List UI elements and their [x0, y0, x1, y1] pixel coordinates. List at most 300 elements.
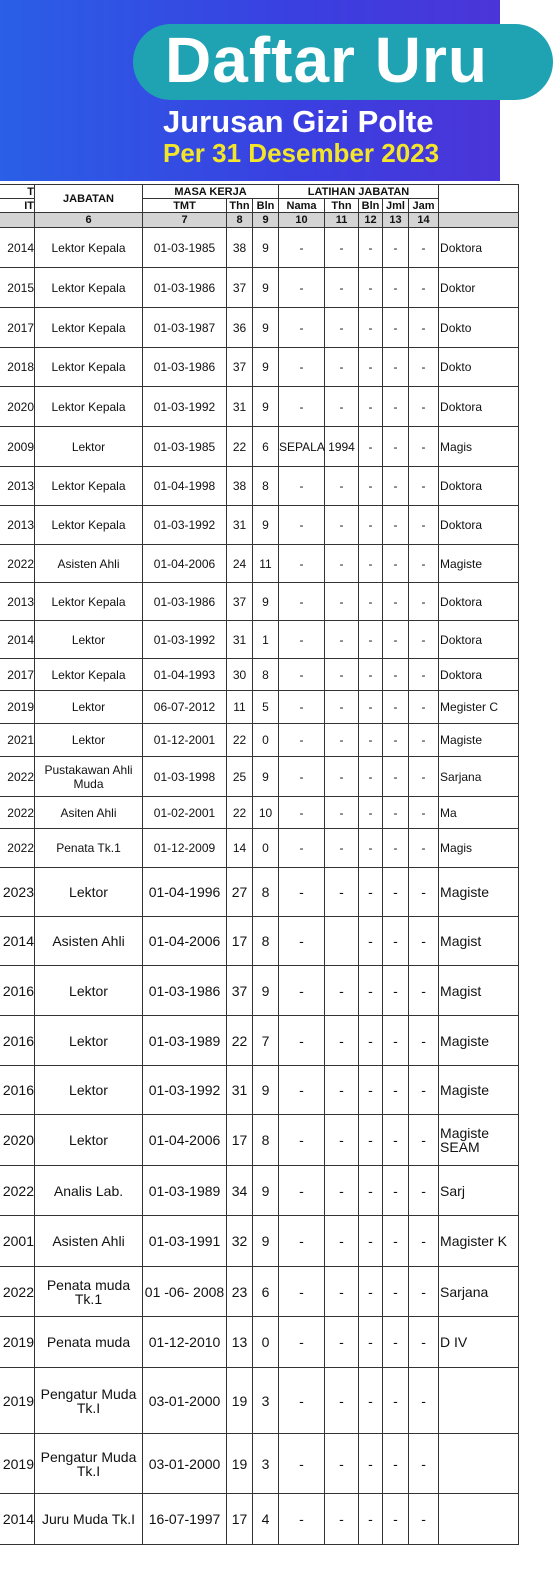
- jabatan-cell: Penata muda Tk.1: [35, 1267, 143, 1317]
- tmt-cell: 01-03-1989: [143, 1166, 227, 1216]
- table-body: [0, 228, 519, 1545]
- pendidikan-cell: Doktora: [439, 387, 519, 427]
- thn-cell: 22: [227, 1016, 253, 1066]
- latihan-jml-cell: -: [383, 917, 409, 966]
- latihan-nama-cell: -: [279, 917, 325, 966]
- pendidikan-cell: Magiste: [439, 724, 519, 757]
- latihan-nama-cell: -: [279, 1216, 325, 1267]
- latihan-jam-cell: -: [409, 545, 439, 583]
- page-title: Daftar Uru: [165, 24, 488, 96]
- latihan-nama-cell: -: [279, 1016, 325, 1066]
- thn-cell: 30: [227, 659, 253, 691]
- table-row: [0, 1066, 519, 1115]
- pendidikan-cell: Dokto: [439, 348, 519, 387]
- latihan-bln-cell: -: [359, 1368, 383, 1434]
- table-row: [0, 545, 519, 583]
- latihan-nama-cell: -: [279, 1066, 325, 1115]
- column-number: 8: [227, 213, 253, 228]
- thn-cell: 17: [227, 1115, 253, 1166]
- header-thn-latihan: Thn: [325, 199, 359, 213]
- bln-cell: 8: [253, 467, 279, 506]
- pendidikan-cell: Doktora: [439, 583, 519, 621]
- bln-cell: 9: [253, 348, 279, 387]
- jabatan-cell: Lektor: [35, 691, 143, 724]
- year-cell: 2013: [0, 506, 35, 545]
- header-cell: IT: [0, 199, 35, 213]
- thn-cell: 37: [227, 966, 253, 1016]
- bln-cell: 9: [253, 966, 279, 1016]
- latihan-jam-cell: -: [409, 691, 439, 724]
- column-number: 12: [359, 213, 383, 228]
- jabatan-cell: Lektor: [35, 1016, 143, 1066]
- thn-cell: 17: [227, 917, 253, 966]
- latihan-jam-cell: -: [409, 1016, 439, 1066]
- tmt-cell: 01 -06- 2008: [143, 1267, 227, 1317]
- latihan-bln-cell: -: [359, 829, 383, 868]
- latihan-nama-cell: -: [279, 1115, 325, 1166]
- year-cell: 2022: [0, 757, 35, 797]
- bln-cell: 1: [253, 621, 279, 659]
- period-date: Per 31 Desember 2023: [163, 138, 440, 168]
- latihan-nama-cell: -: [279, 268, 325, 308]
- latihan-jml-cell: -: [383, 583, 409, 621]
- latihan-thn-cell: -: [325, 1267, 359, 1317]
- thn-cell: 38: [227, 228, 253, 268]
- latihan-bln-cell: -: [359, 621, 383, 659]
- header-pendidikan: [439, 185, 519, 213]
- bln-cell: 4: [253, 1494, 279, 1545]
- tmt-cell: 01-04-1996: [143, 868, 227, 917]
- latihan-thn-cell: -: [325, 1368, 359, 1434]
- tmt-cell: 01-04-2006: [143, 545, 227, 583]
- year-cell: 2022: [0, 1166, 35, 1216]
- table-row: [0, 268, 519, 308]
- tmt-cell: 01-03-1985: [143, 427, 227, 467]
- latihan-bln-cell: -: [359, 467, 383, 506]
- latihan-nama-cell: -: [279, 545, 325, 583]
- latihan-nama-cell: -: [279, 724, 325, 757]
- latihan-nama-cell: -: [279, 621, 325, 659]
- latihan-nama-cell: -: [279, 691, 325, 724]
- table-row: [0, 868, 519, 917]
- latihan-jam-cell: -: [409, 868, 439, 917]
- table-row: [0, 506, 519, 545]
- latihan-bln-cell: -: [359, 308, 383, 348]
- table-row: [0, 228, 519, 268]
- bln-cell: 9: [253, 1216, 279, 1267]
- latihan-bln-cell: -: [359, 724, 383, 757]
- jabatan-cell: Pengatur Muda Tk.I: [35, 1434, 143, 1494]
- header-jam: Jam: [409, 199, 439, 213]
- latihan-jam-cell: -: [409, 724, 439, 757]
- jabatan-cell: Penata Tk.1: [35, 829, 143, 868]
- pendidikan-cell: Sarjana: [439, 1267, 519, 1317]
- pendidikan-cell: Sarj: [439, 1166, 519, 1216]
- year-cell: 2018: [0, 348, 35, 387]
- year-cell: 2022: [0, 545, 35, 583]
- pendidikan-cell: Doktora: [439, 621, 519, 659]
- jabatan-cell: Lektor: [35, 1066, 143, 1115]
- thn-cell: 13: [227, 1317, 253, 1368]
- latihan-thn-cell: -: [325, 868, 359, 917]
- latihan-jam-cell: -: [409, 506, 439, 545]
- latihan-bln-cell: -: [359, 348, 383, 387]
- page-subtitle: Jurusan Gizi Polte: [163, 104, 434, 139]
- pendidikan-cell: Magis: [439, 427, 519, 467]
- pendidikan-cell: Magist: [439, 966, 519, 1016]
- latihan-thn-cell: -: [325, 268, 359, 308]
- latihan-jam-cell: -: [409, 757, 439, 797]
- year-cell: 2022: [0, 1267, 35, 1317]
- latihan-jml-cell: -: [383, 797, 409, 829]
- table-row: [0, 387, 519, 427]
- latihan-jam-cell: -: [409, 467, 439, 506]
- pendidikan-cell: D IV: [439, 1317, 519, 1368]
- header-bln: Bln: [253, 199, 279, 213]
- latihan-nama-cell: -: [279, 308, 325, 348]
- latihan-thn-cell: -: [325, 966, 359, 1016]
- year-cell: 2014: [0, 917, 35, 966]
- bln-cell: 9: [253, 583, 279, 621]
- jabatan-cell: Lektor: [35, 1115, 143, 1166]
- thn-cell: 27: [227, 868, 253, 917]
- latihan-jml-cell: -: [383, 966, 409, 1016]
- bln-cell: 6: [253, 1267, 279, 1317]
- latihan-jam-cell: -: [409, 1267, 439, 1317]
- bln-cell: 0: [253, 829, 279, 868]
- table-row: [0, 1216, 519, 1267]
- latihan-jml-cell: -: [383, 308, 409, 348]
- jabatan-cell: Pengatur Muda Tk.I: [35, 1368, 143, 1434]
- thn-cell: 37: [227, 268, 253, 308]
- latihan-jml-cell: -: [383, 348, 409, 387]
- latihan-nama-cell: -: [279, 659, 325, 691]
- table-row: [0, 1494, 519, 1545]
- table-row: [0, 308, 519, 348]
- year-cell: 2019: [0, 1434, 35, 1494]
- tmt-cell: 01-03-1992: [143, 621, 227, 659]
- tmt-cell: 01-03-1987: [143, 308, 227, 348]
- latihan-jml-cell: -: [383, 1115, 409, 1166]
- pendidikan-cell: Doktora: [439, 506, 519, 545]
- thn-cell: 25: [227, 757, 253, 797]
- tmt-cell: 01-03-1986: [143, 583, 227, 621]
- tmt-cell: 01-12-2009: [143, 829, 227, 868]
- pendidikan-cell: Sarjana: [439, 757, 519, 797]
- latihan-thn-cell: -: [325, 757, 359, 797]
- tmt-cell: 01-03-1986: [143, 348, 227, 387]
- latihan-thn-cell: -: [325, 1317, 359, 1368]
- bln-cell: 9: [253, 506, 279, 545]
- thn-cell: 22: [227, 724, 253, 757]
- thn-cell: 37: [227, 583, 253, 621]
- latihan-thn-cell: -: [325, 228, 359, 268]
- latihan-bln-cell: -: [359, 1115, 383, 1166]
- table-row: [0, 829, 519, 868]
- tmt-cell: 01-03-1998: [143, 757, 227, 797]
- latihan-bln-cell: -: [359, 757, 383, 797]
- bln-cell: 6: [253, 427, 279, 467]
- tmt-cell: 03-01-2000: [143, 1368, 227, 1434]
- table-row: [0, 724, 519, 757]
- header-bln-latihan: Bln: [359, 199, 383, 213]
- pendidikan-cell: Magiste: [439, 1066, 519, 1115]
- year-cell: 2022: [0, 797, 35, 829]
- latihan-jam-cell: -: [409, 966, 439, 1016]
- latihan-jml-cell: -: [383, 506, 409, 545]
- latihan-nama-cell: -: [279, 348, 325, 387]
- staff-table-container: [0, 184, 518, 1545]
- table-row: [0, 659, 519, 691]
- bln-cell: 8: [253, 659, 279, 691]
- bln-cell: 3: [253, 1434, 279, 1494]
- table-row: [0, 1166, 519, 1216]
- header-masa-kerja: MASA KERJA: [143, 185, 279, 199]
- table-row: [0, 1434, 519, 1494]
- latihan-nama-cell: -: [279, 757, 325, 797]
- latihan-jam-cell: -: [409, 427, 439, 467]
- table-row: [0, 966, 519, 1016]
- tmt-cell: 01-03-1992: [143, 387, 227, 427]
- latihan-nama-cell: -: [279, 583, 325, 621]
- latihan-thn-cell: -: [325, 506, 359, 545]
- latihan-jml-cell: -: [383, 1434, 409, 1494]
- latihan-bln-cell: -: [359, 1317, 383, 1368]
- year-cell: 2019: [0, 1317, 35, 1368]
- header-jml: Jml: [383, 199, 409, 213]
- thn-cell: 19: [227, 1368, 253, 1434]
- pendidikan-cell: Magiste: [439, 1016, 519, 1066]
- latihan-jml-cell: -: [383, 1166, 409, 1216]
- header-cell: T: [0, 185, 35, 199]
- year-cell: 2017: [0, 308, 35, 348]
- year-cell: 2016: [0, 1016, 35, 1066]
- bln-cell: 8: [253, 868, 279, 917]
- latihan-nama-cell: -: [279, 1317, 325, 1368]
- latihan-thn-cell: -: [325, 1166, 359, 1216]
- table-row: [0, 1368, 519, 1434]
- thn-cell: 24: [227, 545, 253, 583]
- thn-cell: 32: [227, 1216, 253, 1267]
- year-cell: 2019: [0, 1368, 35, 1434]
- tmt-cell: 01-04-1998: [143, 467, 227, 506]
- pendidikan-cell: Magiste SEAM: [439, 1115, 519, 1166]
- column-number: 9: [253, 213, 279, 228]
- latihan-nama-cell: -: [279, 1267, 325, 1317]
- latihan-bln-cell: -: [359, 868, 383, 917]
- latihan-thn-cell: -: [325, 691, 359, 724]
- year-cell: 2014: [0, 228, 35, 268]
- table-row: [0, 621, 519, 659]
- pendidikan-cell: Doktora: [439, 659, 519, 691]
- table-row: [0, 691, 519, 724]
- latihan-jml-cell: -: [383, 659, 409, 691]
- latihan-jml-cell: -: [383, 1317, 409, 1368]
- bln-cell: 10: [253, 797, 279, 829]
- thn-cell: 11: [227, 691, 253, 724]
- pendidikan-cell: [439, 1434, 519, 1494]
- pendidikan-cell: Dokto: [439, 308, 519, 348]
- tmt-cell: 01-03-1992: [143, 1066, 227, 1115]
- year-cell: 2021: [0, 724, 35, 757]
- latihan-thn-cell: -: [325, 659, 359, 691]
- latihan-jam-cell: -: [409, 268, 439, 308]
- latihan-jam-cell: -: [409, 387, 439, 427]
- latihan-jml-cell: -: [383, 387, 409, 427]
- tmt-cell: 01-12-2001: [143, 724, 227, 757]
- jabatan-cell: Asiten Ahli: [35, 797, 143, 829]
- latihan-thn-cell: -: [325, 387, 359, 427]
- jabatan-cell: Pustakawan Ahli Muda: [35, 757, 143, 797]
- column-number: 10: [279, 213, 325, 228]
- latihan-bln-cell: -: [359, 797, 383, 829]
- bln-cell: 11: [253, 545, 279, 583]
- latihan-thn-cell: -: [325, 467, 359, 506]
- table-row: [0, 348, 519, 387]
- latihan-nama-cell: -: [279, 1494, 325, 1545]
- pendidikan-cell: Doktora: [439, 467, 519, 506]
- year-cell: 2016: [0, 1066, 35, 1115]
- column-number: 7: [143, 213, 227, 228]
- thn-cell: 31: [227, 621, 253, 659]
- latihan-bln-cell: -: [359, 1066, 383, 1115]
- year-cell: 2014: [0, 621, 35, 659]
- bln-cell: 9: [253, 387, 279, 427]
- latihan-jam-cell: -: [409, 917, 439, 966]
- pendidikan-cell: Doktor: [439, 268, 519, 308]
- latihan-jml-cell: -: [383, 1368, 409, 1434]
- jabatan-cell: Lektor: [35, 724, 143, 757]
- latihan-bln-cell: -: [359, 545, 383, 583]
- year-cell: 2020: [0, 1115, 35, 1166]
- thn-cell: 31: [227, 387, 253, 427]
- jabatan-cell: Lektor Kepala: [35, 348, 143, 387]
- tmt-cell: 01-03-1985: [143, 228, 227, 268]
- tmt-cell: 06-07-2012: [143, 691, 227, 724]
- jabatan-cell: Asisten Ahli: [35, 1216, 143, 1267]
- year-cell: 2014: [0, 1494, 35, 1545]
- latihan-jam-cell: -: [409, 228, 439, 268]
- latihan-jml-cell: -: [383, 1494, 409, 1545]
- pendidikan-cell: Magis: [439, 829, 519, 868]
- bln-cell: 9: [253, 1066, 279, 1115]
- latihan-jml-cell: -: [383, 724, 409, 757]
- tmt-cell: 01-12-2010: [143, 1317, 227, 1368]
- latihan-nama-cell: -: [279, 1368, 325, 1434]
- bln-cell: 9: [253, 228, 279, 268]
- thn-cell: 23: [227, 1267, 253, 1317]
- latihan-thn-cell: -: [325, 308, 359, 348]
- latihan-thn-cell: -: [325, 1216, 359, 1267]
- thn-cell: 36: [227, 308, 253, 348]
- latihan-nama-cell: -: [279, 387, 325, 427]
- latihan-thn-cell: -: [325, 545, 359, 583]
- latihan-jam-cell: -: [409, 659, 439, 691]
- latihan-thn-cell: -: [325, 1494, 359, 1545]
- latihan-jml-cell: -: [383, 829, 409, 868]
- latihan-nama-cell: -: [279, 966, 325, 1016]
- jabatan-cell: Lektor Kepala: [35, 387, 143, 427]
- table-row: [0, 1317, 519, 1368]
- thn-cell: 22: [227, 427, 253, 467]
- jabatan-cell: Lektor Kepala: [35, 308, 143, 348]
- jabatan-cell: Asisten Ahli: [35, 917, 143, 966]
- tmt-cell: 01-03-1986: [143, 268, 227, 308]
- table-row: [0, 427, 519, 467]
- latihan-jam-cell: -: [409, 829, 439, 868]
- latihan-bln-cell: -: [359, 268, 383, 308]
- latihan-bln-cell: -: [359, 387, 383, 427]
- column-number-row: [0, 213, 519, 228]
- jabatan-cell: Penata muda: [35, 1317, 143, 1368]
- latihan-nama-cell: -: [279, 228, 325, 268]
- latihan-bln-cell: -: [359, 1434, 383, 1494]
- latihan-thn-cell: -: [325, 1434, 359, 1494]
- latihan-bln-cell: -: [359, 228, 383, 268]
- column-number: 14: [409, 213, 439, 228]
- tmt-cell: 03-01-2000: [143, 1434, 227, 1494]
- latihan-jam-cell: -: [409, 1368, 439, 1434]
- latihan-thn-cell: -: [325, 797, 359, 829]
- staff-table: [0, 184, 519, 1545]
- latihan-thn-cell: -: [325, 724, 359, 757]
- table-row: [0, 757, 519, 797]
- latihan-jam-cell: -: [409, 583, 439, 621]
- latihan-jml-cell: -: [383, 228, 409, 268]
- latihan-thn-cell: -: [325, 621, 359, 659]
- jabatan-cell: Lektor: [35, 966, 143, 1016]
- year-cell: 2016: [0, 966, 35, 1016]
- latihan-jam-cell: -: [409, 1115, 439, 1166]
- latihan-jml-cell: -: [383, 1267, 409, 1317]
- latihan-bln-cell: -: [359, 1216, 383, 1267]
- pendidikan-cell: Megister C: [439, 691, 519, 724]
- latihan-jam-cell: -: [409, 1317, 439, 1368]
- latihan-bln-cell: -: [359, 506, 383, 545]
- tmt-cell: 01-03-1986: [143, 966, 227, 1016]
- latihan-jam-cell: -: [409, 1494, 439, 1545]
- latihan-thn-cell: -: [325, 1115, 359, 1166]
- latihan-jam-cell: -: [409, 348, 439, 387]
- table-row: [0, 917, 519, 966]
- pendidikan-cell: Doktora: [439, 228, 519, 268]
- header-tmt: TMT: [143, 199, 227, 213]
- latihan-thn-cell: [325, 917, 359, 966]
- jabatan-cell: Lektor Kepala: [35, 583, 143, 621]
- jabatan-cell: Analis Lab.: [35, 1166, 143, 1216]
- year-cell: 2017: [0, 659, 35, 691]
- pendidikan-cell: Ma: [439, 797, 519, 829]
- latihan-nama-cell: -: [279, 1166, 325, 1216]
- latihan-jml-cell: -: [383, 427, 409, 467]
- jabatan-cell: Lektor Kepala: [35, 506, 143, 545]
- bln-cell: 5: [253, 691, 279, 724]
- tmt-cell: 01-04-2006: [143, 917, 227, 966]
- pendidikan-cell: Magiste: [439, 545, 519, 583]
- thn-cell: 31: [227, 1066, 253, 1115]
- thn-cell: 19: [227, 1434, 253, 1494]
- latihan-jml-cell: -: [383, 268, 409, 308]
- latihan-jml-cell: -: [383, 467, 409, 506]
- pendidikan-cell: Magister K: [439, 1216, 519, 1267]
- latihan-jam-cell: -: [409, 1066, 439, 1115]
- jabatan-cell: Lektor Kepala: [35, 268, 143, 308]
- header-thn: Thn: [227, 199, 253, 213]
- latihan-nama-cell: -: [279, 868, 325, 917]
- jabatan-cell: Lektor Kepala: [35, 659, 143, 691]
- latihan-thn-cell: -: [325, 829, 359, 868]
- table-header: [0, 185, 519, 228]
